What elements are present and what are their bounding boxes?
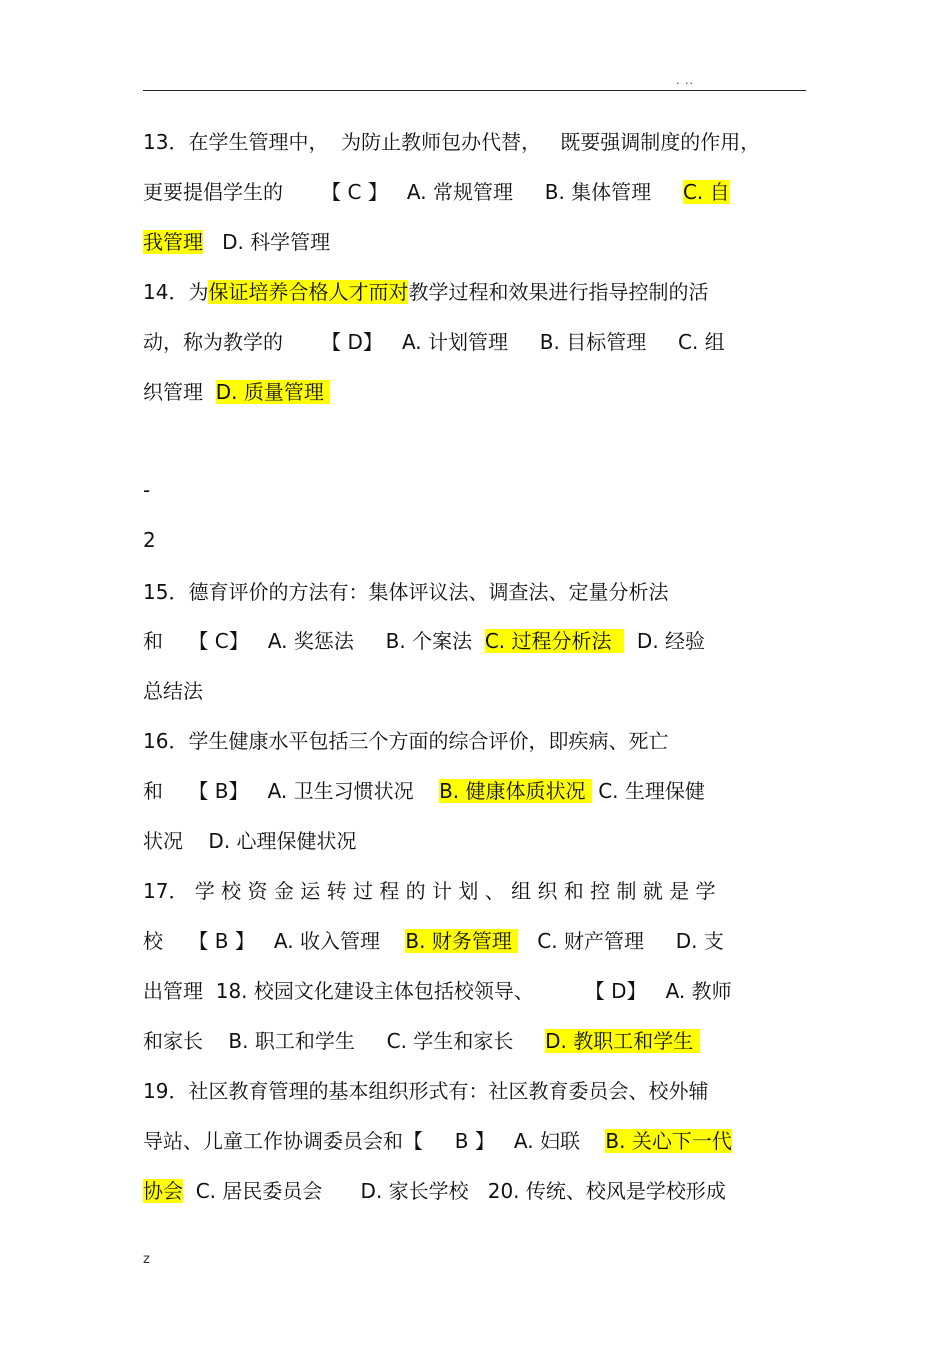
text-segment: D. 经验 bbox=[624, 629, 706, 653]
highlighted-answer: B. 健康体质状况 bbox=[439, 779, 592, 803]
text-line bbox=[143, 626, 705, 656]
text-line bbox=[143, 277, 708, 307]
text-segment: C. 居民委员会 D. 家长学校 20. 传统、校风是学校形成 bbox=[183, 1179, 726, 1203]
text-line bbox=[143, 1126, 732, 1156]
text-segment: 13．在学生管理中， 为防止教师包办代替， 既要强调制度的作用， bbox=[143, 130, 761, 154]
text-segment: 更要提倡学生的 【 C 】 A. 常规管理 B. 集体管理 bbox=[143, 180, 683, 204]
text-line bbox=[143, 327, 725, 357]
text-segment: 17． 学 校 资 金 运 转 过 程 的 计 划 、 组 织 和 控 制 就 是 学 bbox=[143, 879, 716, 903]
highlighted-answer: C. 自 bbox=[682, 180, 730, 204]
text-line bbox=[143, 227, 330, 257]
text-segment: 织管理 bbox=[143, 380, 216, 404]
text-line bbox=[143, 876, 716, 906]
text-segment: 总结法 bbox=[143, 679, 203, 703]
text-segment: 14．为 bbox=[143, 280, 209, 304]
text-line bbox=[143, 1076, 708, 1106]
footer-mark: z bbox=[143, 1252, 150, 1267]
text-segment: 19．社区教育管理的基本组织形式有：社区教育委员会、校外辅 bbox=[143, 1079, 709, 1103]
text-line bbox=[143, 776, 705, 806]
text-line bbox=[143, 577, 668, 607]
text-line bbox=[143, 177, 730, 207]
highlighted-answer: D. 质量管理 bbox=[215, 380, 331, 404]
text-segment: 和 【 B】 A. 卫生习惯状况 bbox=[143, 779, 440, 803]
text-line bbox=[143, 926, 724, 956]
text-line bbox=[143, 127, 760, 157]
highlighted-answer: 协会 bbox=[143, 1179, 183, 1203]
text-line bbox=[143, 726, 668, 756]
text-line bbox=[143, 676, 203, 706]
text-line bbox=[143, 1176, 726, 1206]
text-segment: 出管理 18. 校园文化建设主体包括校领导、 【 D】 A. 教师 bbox=[143, 979, 732, 1003]
text-segment: 校 【 B 】 A. 收入管理 bbox=[143, 929, 406, 953]
text-segment: 和家长 B. 职工和学生 C. 学生和家长 bbox=[143, 1029, 546, 1053]
text-segment: C. 财产管理 D. 支 bbox=[518, 929, 724, 953]
text-segment: 和 【 C】 A. 奖惩法 B. 个案法 bbox=[143, 629, 485, 653]
highlighted-answer: B. 关心下一代 bbox=[605, 1129, 732, 1153]
highlighted-answer: B. 财务管理 bbox=[405, 929, 519, 953]
text-segment: D. 科学管理 bbox=[203, 230, 331, 254]
text-line bbox=[143, 1026, 700, 1056]
highlighted-answer: D. 教职工和学生 bbox=[545, 1029, 700, 1053]
page-break-dash: - bbox=[143, 478, 151, 502]
highlighted-answer: C. 过程分析法 bbox=[484, 629, 625, 653]
highlighted-answer: 我管理 bbox=[143, 230, 203, 254]
text-segment: 状况 D. 心理保健状况 bbox=[143, 829, 357, 853]
header-rule bbox=[143, 90, 806, 91]
text-line bbox=[143, 826, 357, 856]
text-segment: 导站、儿童工作协调委员会和【 B 】 A. 妇联 bbox=[143, 1129, 606, 1153]
text-segment: 15．德育评价的方法有：集体评议法、调查法、定量分析法 bbox=[143, 580, 669, 604]
text-segment: 教学过程和效果进行指导控制的活 bbox=[408, 280, 709, 304]
text-segment: 16．学生健康水平包括三个方面的综合评价，即疾病、死亡 bbox=[143, 729, 669, 753]
text-segment: 动，称为教学的 【 D】 A. 计划管理 B. 目标管理 C. 组 bbox=[143, 330, 725, 354]
header-mark: . .. bbox=[676, 74, 694, 87]
text-segment: C. 生理保健 bbox=[591, 779, 705, 803]
page-number: 2 bbox=[143, 528, 156, 552]
highlighted-answer: 保证培养合格人才而对 bbox=[208, 280, 409, 304]
text-line bbox=[143, 377, 330, 407]
text-line bbox=[143, 976, 732, 1006]
